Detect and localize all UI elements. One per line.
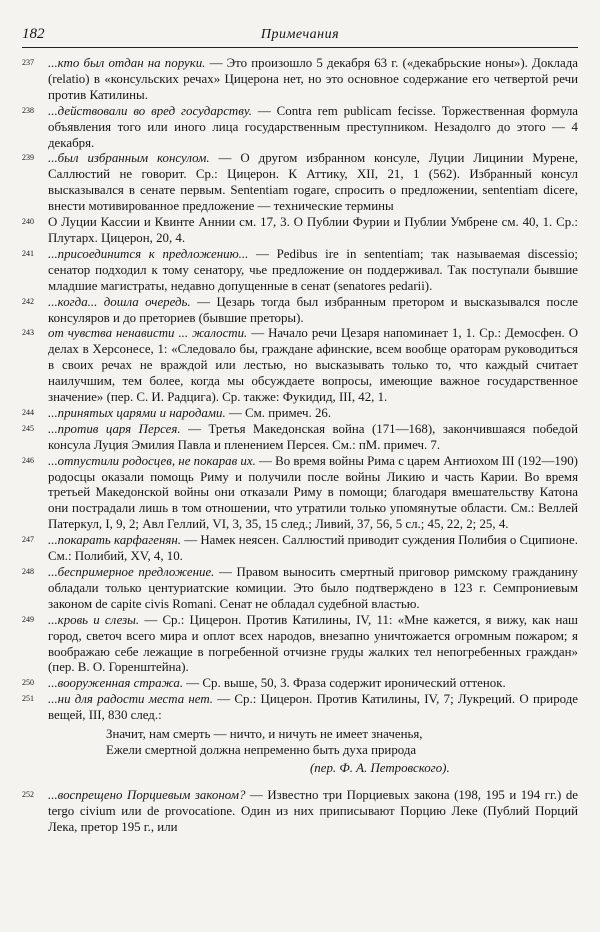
note-243: [22, 326, 578, 406]
note-number: 252: [22, 790, 34, 800]
note-number: 237: [22, 58, 34, 67]
note-239: [22, 151, 578, 215]
note-lemma: от чувства ненависти ... жалости.: [48, 326, 248, 341]
note-body: — Ср. выше, 50, 3. Фраза содержит иронический оттенок.: [183, 676, 506, 691]
note-lemma: ...присоединится к предложению...: [48, 246, 249, 261]
verse-translator-credit: (пер. Ф. А. Петровского).: [310, 761, 450, 776]
note-body: — О другом избранном консуле, Луции Лицинии Мурене, Саллюстий не говорит. Ср.: Цицерон. К Аттику, XII, 21, 1 (562). Избранный консул высказывался в сенате первым. Sententiam rogare, спросить о предложении, sententiam dicere, внести мотивированное предложение — технические термины: [48, 151, 578, 214]
verse-line: Ежели смертной должна непременно быть духа природа: [106, 743, 417, 758]
note-number: 248: [22, 567, 34, 576]
note-number: 238: [22, 105, 34, 115]
note-number: 246: [22, 455, 34, 465]
note-body: — Ср.: Цицерон. Против Катилины, IV, 11: «Мне кажется, я вижу, как наш город, светоч всего мира и оплот всех народов, внезапно уничтожается огромным пожаром; я воображаю себе лежащие в погребенной отчизне груды жалких тел непогребенных граждан» (пер. В. О. Горенштейна).: [48, 612, 578, 675]
note-lemma: ...беспримерное предложение.: [48, 565, 215, 579]
note-lemma: ...воспрещено Порциевым законом?: [48, 788, 246, 803]
note-244: [22, 406, 578, 422]
note-number: 244: [22, 407, 34, 417]
note-251: [22, 692, 578, 724]
note-body: — Цезарь тогда был избранным претором и высказывался после консуляров и до преториев (бывшие преторы).: [48, 294, 578, 325]
running-title: Примечания: [260, 27, 340, 42]
note-238: [22, 104, 578, 152]
note-lemma: ...против царя Персея.: [48, 421, 181, 436]
note-body: — Contra rem publicam fecisse. Торжественная формула объявления того или иного лица государственным преступником. Незадолго до этого — 4 декабря.: [48, 103, 578, 150]
note-248: [22, 565, 578, 613]
note-number: 242: [22, 296, 34, 306]
note-body: — Правом выносить смертный приговор римскому гражданину обладали только центуриатские комиции. Это было подтверждено в 123 г. Семпрониевым законом de capite civis Romani. Сенат не обладал судебной властью.: [48, 565, 578, 611]
note-250: [22, 676, 578, 692]
note-body: — Третья Македонская война (171—168), закончившаяся победой консула Луция Эмилия Павла и пленением Персея. См.: пМ. примеч. 7.: [48, 421, 578, 452]
note-240: [22, 215, 578, 247]
note-number: 243: [22, 328, 34, 338]
note-body: — Известно три Порциевых закона (198, 195 и 194 гг.) de tergo civium или de provocatione. Один из них приписывают Порцию Леке (Публий Порций Лека, претор 195 г., или: [48, 788, 578, 834]
note-249: [22, 613, 578, 677]
note-body: — Ср.: Цицерон. Против Катилины, IV, 7; Лукреций. О природе вещей, III, 830 след.:: [48, 692, 578, 723]
page-header: [22, 26, 578, 48]
note-lemma: ...когда... дошла очередь.: [48, 294, 191, 309]
note-242: [22, 295, 578, 327]
note-lemma: ...отпустили родосцев, не покарав их.: [48, 453, 256, 468]
note-body: — См. примеч. 26.: [225, 405, 332, 420]
verse-line: Значит, нам смерть — ничто, и ничуть не имеет значенья,: [106, 727, 423, 742]
note-lemma: ...кто был отдан на поруки.: [48, 56, 206, 70]
note-number: 250: [22, 678, 34, 688]
note-lemma: ...был избранным консулом.: [48, 151, 210, 166]
note-number: 239: [22, 153, 34, 163]
note-body: — Это произошло 5 декабря 63 г. («декабрьские ноны»). Доклада (relatio) в «консульских речах» Цицерона нет, но это основное содержание его четвертой речи против Катилины.: [48, 56, 578, 102]
verse-quote: [106, 726, 578, 758]
note-number: 245: [22, 423, 34, 433]
note-247: [22, 533, 578, 565]
note-lemma: ...покарать карфагенян.: [48, 533, 181, 548]
note-body: О Луции Кассии и Квинте Аннии см. 17, 3. О Публии Фурии и Публии Умбрене см. 40, 1. Ср.: Плутарх. Цицерон, 20, 4.: [48, 215, 578, 245]
note-lemma: ...кровь и слезы.: [48, 612, 140, 627]
note-body: — Pedibus ire in sententiam; так называемая discessio; сенатор подходил к тому сенатору, чье предложение он поддерживал. Так поступали бывшие младшие магистраты, недавно допущенные в сенат (senatores pedarii).: [48, 246, 578, 293]
note-lemma: ...принятых царями и народами.: [48, 405, 226, 420]
page-number: 182: [22, 26, 45, 42]
note-252: [22, 788, 578, 836]
note-number: 251: [22, 694, 34, 704]
note-lemma: ...действовали во вред государству.: [48, 103, 252, 118]
note-number: 247: [22, 535, 34, 545]
note-246: [22, 454, 578, 534]
note-lemma: ...ни для радости места нет.: [48, 692, 214, 707]
note-number: 249: [22, 614, 34, 624]
note-245: [22, 422, 578, 454]
note-number: 240: [22, 217, 34, 227]
notes-list: [22, 56, 578, 836]
note-body: — Во время войны Рима с царем Антиохом III (192—190) родосцы оказали помощь Риму и получили после войны Ликию и часть Карии. Во время третьей Македонской войны они отказали Риму в помощи; благодаря вмешательству Катона они пострадали лишь в том отношении, что утратили только упомянутые области. См.: Веллей Патеркул, I, 9, 2; Авл Геллий, VI, 3, 35, 15 след.; Ливий, 37, 56, 5 сл.; 45, 22, 2; 25, 4.: [48, 453, 578, 532]
note-body: — Намек неясен. Саллюстий приводит суждения Полибия о Сципионе. См.: Полибий, XV, 4, 10.: [48, 533, 578, 564]
note-237: [22, 56, 578, 104]
note-body: — Начало речи Цезаря напоминает 1, 1. Ср.: Демосфен. О делах в Херсонесе, 1: «Следовало бы, граждане афинские, всем вообще ораторам руководиться в своих речах не враждой или лестью, но высказывать только то, что каждый считает наилучшим, тем более, когда мы обсуждаете вопросы, имеющие важное государственное значение» (пер. С. И. Радцига). Ср. также: Фукидид, III, 42, 1.: [48, 326, 578, 405]
note-241: [22, 247, 578, 295]
note-lemma: ...вооруженная стража.: [48, 676, 184, 691]
note-number: 241: [22, 248, 34, 258]
